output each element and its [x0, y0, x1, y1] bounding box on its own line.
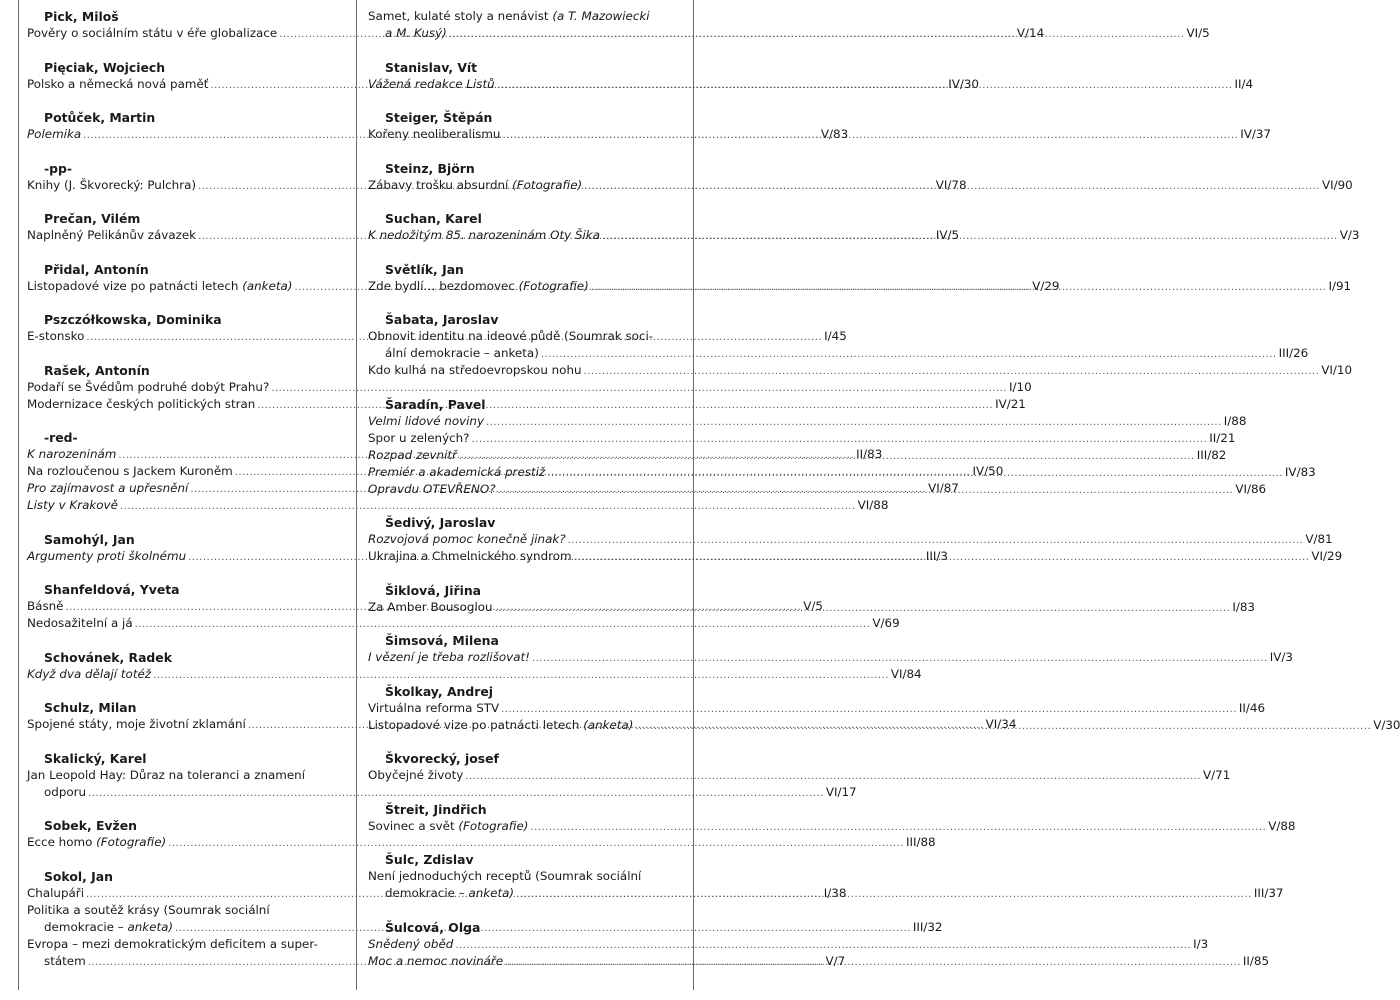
- entry-title: [368, 177, 582, 194]
- entry-title: [27, 548, 186, 565]
- issue-page-ref: II/4: [1234, 76, 1254, 91]
- issue-page-ref: VI/5: [1186, 26, 1210, 40]
- entry-title-text: ální demokracie – anketa): [385, 346, 539, 360]
- author-name: Steinz, Björn: [385, 160, 475, 176]
- entry-title-text: Listopadové vize po patnácti letech: [27, 278, 239, 293]
- entry-title-text: Naplněný Pelikánův závazek: [27, 228, 197, 242]
- entry-title-text: Obyčejné životy: [368, 768, 464, 782]
- entry-title: [368, 953, 503, 970]
- index-entry: [368, 801, 1296, 835]
- entry-title: [44, 784, 86, 801]
- entry-title-first-line: [368, 8, 682, 25]
- index-entry: [368, 750, 1231, 784]
- entry-title: [368, 413, 484, 430]
- entry-title-text: Argumenty proti školnému: [27, 548, 187, 563]
- entry-title-text: Kdo kulhá na středoevropskou nohu: [368, 363, 582, 377]
- issue-page-ref: VI/88: [857, 498, 889, 512]
- index-item: [27, 497, 889, 514]
- entry-title: [368, 481, 496, 498]
- author-name: Samohýl, Jan: [44, 531, 135, 547]
- dot-leader: [472, 433, 1208, 447]
- issue-page-ref: III/82: [1196, 447, 1227, 462]
- issue-page-ref: V/14: [1016, 26, 1045, 40]
- dot-leader: [635, 720, 1371, 734]
- issue-page-ref: I/88: [1223, 413, 1247, 428]
- dot-leader: [465, 770, 1201, 784]
- entry-title-text: Modernizace českých politických stran: [27, 396, 256, 411]
- issue-page-ref: VI/10: [1321, 363, 1353, 377]
- dot-leader: [547, 467, 1283, 481]
- author-name: Rašek, Antonín: [44, 362, 150, 378]
- entry-title: [368, 649, 530, 666]
- dot-leader: [591, 281, 1327, 295]
- entry-title: [368, 531, 566, 548]
- dot-leader: [495, 602, 1231, 616]
- entry-title-text: Pro zajímavost a upřesnění: [27, 481, 189, 495]
- entry-title: [27, 497, 118, 514]
- entry-title: [27, 834, 166, 851]
- entry-title: [27, 328, 84, 345]
- entry-title-text: státem: [44, 953, 86, 968]
- dot-leader: [449, 28, 1185, 42]
- entry-title: [27, 227, 196, 244]
- issue-page-ref: VI/90: [1321, 177, 1353, 192]
- issue-page-ref: V/88: [1268, 818, 1296, 833]
- issue-page-ref: IV/37: [1240, 127, 1271, 141]
- entry-title-text: Listy v Krakově: [27, 498, 118, 512]
- entry-title-text: Spor u zelených?: [368, 430, 470, 445]
- author-name: -red-: [44, 430, 78, 445]
- issue-page-ref: VI/29: [1311, 549, 1343, 563]
- author-name: Schovánek, Radek: [44, 649, 172, 665]
- author-name: Světlík, Jan: [385, 261, 464, 277]
- entry-title-lead: Evropa – mezi demokratickým deficitem a super-: [27, 936, 318, 951]
- index-item: [27, 666, 922, 683]
- index-item: [368, 700, 1266, 717]
- entry-title-suffix: (Fotografie): [512, 177, 583, 192]
- author-name: Skalický, Karel: [44, 750, 147, 766]
- entry-title: [27, 76, 208, 93]
- issue-page-ref: V/29: [1032, 278, 1060, 293]
- index-item: [368, 531, 1333, 548]
- entry-title-text: a M. Kusý): [385, 26, 447, 40]
- entry-title-text: Spojené státy, moje životní zklamání: [27, 717, 246, 731]
- dot-leader: [568, 534, 1304, 548]
- entry-title-text: K narozeninám: [27, 447, 117, 461]
- entry-title-suffix: (anketa): [242, 278, 293, 293]
- entry-title: [368, 126, 500, 143]
- entry-title-text: Pověry o sociálním státu v éře globalizace: [27, 26, 278, 40]
- issue-page-ref: II/85: [1242, 953, 1270, 968]
- author-name: Schulz, Milan: [44, 700, 137, 715]
- entry-title-text: Podaří se Švédům podruhé dobýt Prahu?: [27, 379, 270, 394]
- index-item: [368, 818, 1296, 835]
- issue-page-ref: IV/30: [948, 76, 979, 91]
- entry-title-suffix: (Fotografie): [458, 818, 529, 833]
- entry-title: [27, 615, 133, 632]
- entry-title-text: demokracie –: [44, 919, 124, 934]
- entry-title-text: Nedosažitelní a já: [27, 616, 133, 630]
- index-item: [368, 767, 1231, 784]
- dot-leader: [459, 450, 1195, 464]
- index-item: [368, 345, 1309, 362]
- entry-title-suffix: (anketa): [583, 717, 634, 732]
- author-name: Pszczółkowska, Dominika: [44, 312, 222, 327]
- issue-page-ref: V/69: [872, 616, 900, 630]
- entry-title-text: Básně: [27, 599, 64, 613]
- entry-title-text: Listopadové vize po patnácti letech: [368, 717, 580, 732]
- author-name: Pick, Miloš: [44, 9, 119, 24]
- dot-leader: [532, 652, 1268, 666]
- issue-page-ref: V/5: [803, 599, 823, 613]
- entry-title-text: Moc a nemoc novináře: [368, 953, 504, 968]
- entry-title: [27, 480, 188, 497]
- issue-page-ref: III/3: [925, 548, 948, 563]
- author-name: Suchan, Karel: [385, 211, 482, 226]
- entry-title-text: Premiér a akademická prestiž: [368, 464, 546, 479]
- entry-title-text: Za Amber Bousoglou: [368, 599, 493, 614]
- issue-page-ref: V/30: [1373, 717, 1400, 732]
- author-name: Pięciak, Wojciech: [44, 59, 166, 75]
- entry-title-text: demokracie –: [385, 886, 465, 900]
- dot-leader: [501, 703, 1237, 717]
- entry-title-first-line: [368, 328, 682, 345]
- issue-page-ref: III/88: [905, 835, 936, 849]
- entry-title: [27, 716, 246, 733]
- entry-title-lead-suffix: (a T. Mazowiecki: [552, 9, 650, 23]
- entry-title-first-line: [27, 902, 347, 919]
- entry-title-text: odporu: [44, 784, 87, 799]
- index-item: [27, 615, 900, 632]
- index-item: [27, 834, 936, 851]
- issue-page-ref: V/83: [820, 127, 849, 141]
- entry-title-text: Vážená redakce Listů: [368, 76, 495, 91]
- entry-title: [368, 464, 545, 481]
- entry-title: [368, 818, 528, 835]
- entry-title-first-line: [368, 868, 682, 885]
- entry-title-lead: Není jednoduchých receptů (Soumrak sociální: [368, 869, 642, 883]
- entry-title-text: Chalupáři: [27, 885, 84, 900]
- dot-leader: [574, 551, 1310, 565]
- entry-title-text: K nedožitým 85. narozeninám Oty Šika: [368, 228, 600, 242]
- issue-page-ref: I/91: [1328, 278, 1352, 293]
- entry-title: [368, 76, 495, 93]
- entry-title-text: Sovinec a svět: [368, 818, 455, 833]
- entry-title-text: Ukrajina a Chmelnického syndrom: [368, 549, 572, 563]
- entry-title-text: Když dva dělají totéž: [27, 666, 152, 681]
- index-entry: [368, 632, 1293, 666]
- issue-page-ref: VI/34: [985, 717, 1017, 731]
- entry-title: [27, 446, 116, 463]
- dot-leader: [455, 939, 1191, 953]
- entry-title: [27, 666, 151, 683]
- entry-title: [368, 278, 589, 295]
- author-name: Prečan, Vilém: [44, 211, 141, 226]
- entry-title-text: Opravdu OTEVŘENO?: [368, 481, 496, 496]
- issue-page-ref: II/21: [1209, 430, 1236, 445]
- entry-title-first-line: [27, 936, 347, 953]
- entry-title-text: Velmi lidové noviny: [368, 413, 485, 428]
- entry-title: [27, 396, 255, 413]
- author-name: Šedivý, Jaroslav: [385, 515, 496, 530]
- entry-title-text: Zde bydlí… bezdomovec: [368, 278, 515, 293]
- dot-leader: [584, 180, 1320, 194]
- index-item: [368, 649, 1293, 666]
- issue-page-ref: VI/86: [1235, 481, 1267, 496]
- entry-title-text: Kořeny neoliberalismu: [368, 127, 501, 141]
- entry-title: [385, 25, 447, 42]
- issue-page-ref: V/7: [825, 953, 846, 968]
- issue-page-ref: VI/87: [928, 481, 959, 495]
- author-name: Šabata, Jaroslav: [385, 312, 499, 327]
- entry-title-text: Zábavy trošku absurdní: [368, 177, 509, 192]
- entry-title: [44, 953, 86, 970]
- entry-title: [27, 25, 277, 42]
- entry-title-text: Rozpad zevnitř: [368, 447, 457, 462]
- entry-title: [27, 379, 269, 396]
- entry-title-text: I vězení je třeba rozlišovat!: [368, 650, 530, 664]
- issue-page-ref: V/81: [1305, 532, 1333, 546]
- dot-leader: [602, 230, 1338, 244]
- entry-title: [27, 177, 196, 194]
- author-name: Šiklová, Jiřina: [385, 582, 482, 598]
- dot-leader: [530, 821, 1266, 835]
- author-name: Potůček, Martin: [44, 110, 156, 125]
- entry-title-lead: Samet, kulaté stoly a nenávist: [368, 9, 549, 23]
- entry-title: [27, 598, 64, 615]
- author-name: Sobek, Evžen: [44, 818, 137, 833]
- entry-title: [368, 362, 582, 379]
- author-name: Stanislav, Vít: [385, 59, 478, 75]
- dot-leader: [505, 956, 1241, 970]
- entry-title-text: Polsko a německá nová paměť: [27, 76, 209, 91]
- entry-title-text: Na rozloučenou s Jackem Kuroněm: [27, 464, 233, 478]
- entry-title: [368, 447, 457, 464]
- entry-title: [27, 278, 292, 295]
- author-name: Šimsová, Milena: [385, 633, 499, 648]
- entry-title-first-line: [27, 767, 347, 784]
- issue-page-ref: II/83: [856, 447, 883, 461]
- issue-page-ref: IV/21: [995, 396, 1026, 411]
- issue-page-ref: IV/3: [1269, 650, 1293, 664]
- entry-title: [368, 227, 600, 244]
- dot-leader: [584, 365, 1320, 379]
- index-item: [27, 784, 857, 801]
- entry-title-text: Rozvojová pomoc konečně jinak?: [368, 532, 566, 546]
- entry-title: [385, 885, 514, 902]
- entry-title-lead: Jan Leopold Hay: Důraz na toleranci a znamení: [27, 767, 306, 782]
- index-item: [368, 362, 1353, 379]
- entry-title: [368, 548, 572, 565]
- index-item: [368, 413, 1247, 430]
- author-name: Štreit, Jindřich: [385, 801, 487, 817]
- author-name: Přidal, Antonín: [44, 261, 149, 277]
- left-border-rule: [18, 0, 19, 990]
- issue-page-ref: V/3: [1339, 228, 1360, 242]
- entry-title: [27, 463, 233, 480]
- entry-title-text: Virtuálna reforma STV: [368, 700, 500, 715]
- author-name: Šulcová, Olga: [385, 919, 481, 935]
- entry-title-text: E-stonsko: [27, 329, 85, 343]
- entry-title-suffix: (Fotografie): [96, 835, 167, 849]
- issue-page-ref: II/46: [1238, 700, 1266, 715]
- dot-leader: [541, 348, 1277, 362]
- issue-page-ref: VI/84: [890, 666, 922, 681]
- entry-title: [44, 919, 173, 936]
- entry-title: [27, 126, 81, 143]
- entry-title: [385, 345, 539, 362]
- dot-leader: [516, 888, 1252, 902]
- entry-title: [368, 767, 463, 784]
- entry-title: [368, 717, 633, 734]
- author-name: Šaradín, Pavel: [385, 396, 486, 412]
- issue-page-ref: III/32: [912, 919, 943, 934]
- issue-page-ref: V/71: [1203, 768, 1231, 782]
- index-item: [368, 936, 1209, 953]
- entry-title: [368, 700, 499, 717]
- entry-title-suffix: (Fotografie): [518, 278, 589, 293]
- entry-title: [27, 885, 84, 902]
- entry-title-text: Ecce homo: [27, 835, 93, 849]
- issue-page-ref: I/10: [1009, 379, 1032, 394]
- issue-page-ref: III/26: [1278, 346, 1309, 360]
- issue-page-ref: I/3: [1193, 936, 1209, 951]
- entry-title-lead: Politika a soutěž krásy (Soumrak sociální: [27, 902, 270, 917]
- issue-page-ref: I/38: [823, 885, 847, 900]
- author-name: Šulc, Zdislav: [385, 852, 474, 867]
- issue-page-ref: IV/83: [1284, 464, 1316, 479]
- issue-page-ref: I/45: [824, 329, 847, 343]
- issue-page-ref: IV/50: [972, 464, 1004, 478]
- index-item: [27, 379, 1032, 396]
- author-name: -pp-: [44, 160, 73, 176]
- issue-page-ref: VI/78: [935, 177, 967, 192]
- dot-leader: [486, 416, 1222, 430]
- issue-page-ref: IV/5: [935, 228, 960, 242]
- author-name: Shanfeldová, Yveta: [44, 582, 180, 597]
- entry-title-text: Polemika: [27, 127, 82, 141]
- index-item: [368, 430, 1236, 447]
- dot-leader: [498, 484, 1234, 498]
- issue-page-ref: VI/17: [825, 784, 857, 799]
- dot-leader: [502, 129, 1238, 143]
- author-name: Steiger, Štěpán: [385, 110, 493, 125]
- author-name: Školkay, Andrej: [385, 683, 493, 699]
- entry-title-suffix: anketa): [127, 919, 174, 934]
- entry-title-text: Snědený oběd: [368, 936, 454, 951]
- dot-leader: [497, 79, 1233, 93]
- author-name: Škvorecký, josef: [385, 751, 499, 766]
- author-name: Sokol, Jan: [44, 868, 113, 884]
- issue-page-ref: III/37: [1253, 886, 1284, 900]
- entry-title: [368, 936, 453, 953]
- entry-title-lead: Obnovit identitu na ideové půdě (Soumrak soci-: [368, 329, 654, 343]
- entry-title: [368, 599, 493, 616]
- entry-title-suffix: anketa): [468, 886, 515, 900]
- issue-page-ref: I/83: [1232, 599, 1255, 614]
- entry-title-text: Knihy (J. Škvorecký: Pulchra): [27, 177, 197, 192]
- entry-title: [368, 430, 470, 447]
